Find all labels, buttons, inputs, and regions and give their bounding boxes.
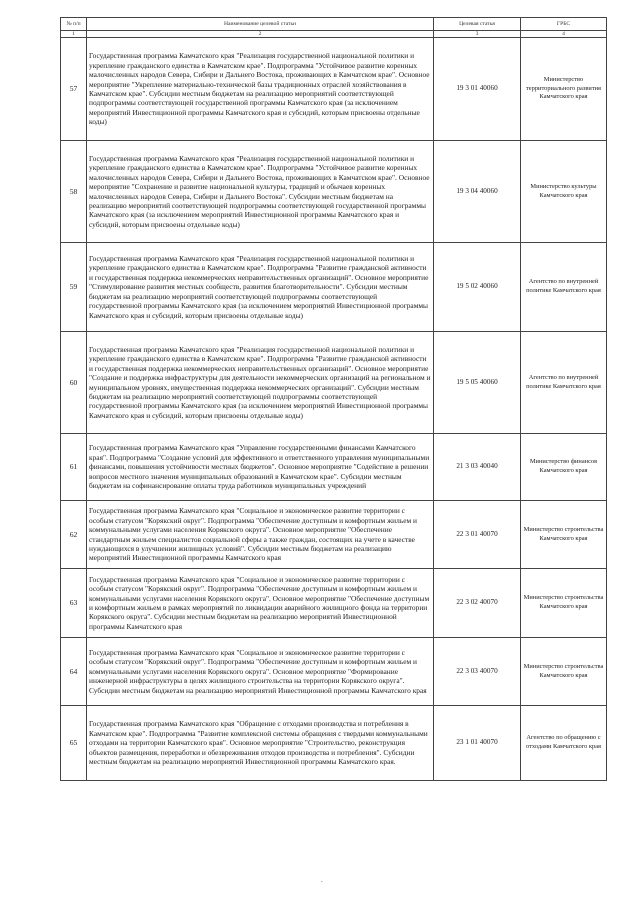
page-footer-mark: . [321,876,323,884]
row-grbs: Министерство строительства Камчатского края [521,501,607,569]
row-number: 63 [61,569,87,638]
table-row [61,501,607,569]
header-grbs: ГРБС [521,18,607,31]
row-article-name: Государственная программа Камчатского края "Реализация государственной национальной политики и укрепление гражданского единства в Камчатском крае". Подпрограмма "Устойчивое развитие коренных малочисленных народов Севера, Сибири и Дальнего Востока, проживающих в Камчатском крае". Основное мероприятие "Укрепление материально-технической базы традиционных отраслей хозяйствования в Камчатском крае". Субсидии местным бюджетам на реализацию мероприятий соответствующей подпрограммы соответствующей государственной программы Камчатского края (за исключением мероприятий Инвестиционной программы Камчатского края и субсидий, которым присвоены отдельные коды) [87,38,434,141]
row-grbs: Агентство по внутренней политике Камчатского края [521,243,607,332]
row-article-name: Государственная программа Камчатского края "Социальное и экономическое развитие территории с особым статусом "Корякский округ". Подпрограмма "Обеспечение доступным и комфортным жильем и коммунальными услугами населения Корякского округа". Основное мероприятие "Обеспечение стандартным жильем специалистов социальной сферы а также граждан, состоящих на учете в качестве нуждающихся в улучшении жилищных условий". Субсидии местным бюджетам на реализацию мероприятий Инвестиционной программы Камчатского края [87,501,434,569]
row-number: 64 [61,638,87,706]
row-article-code: 22 3 03 40070 [434,638,521,706]
row-grbs: Министерство финансов Камчатского края [521,434,607,501]
row-number: 65 [61,706,87,781]
row-grbs: Агентство по обращению с отходами Камчатского края [521,706,607,781]
table-header-row [61,18,607,31]
table-row [61,434,607,501]
row-article-name: Государственная программа Камчатского края "Социальное и экономическое развитие территории с особым статусом "Корякский округ". Подпрограмма "Обеспечение доступным и комфортным жильем и коммунальными услугами населения Корякского округа". Основное мероприятие "Формирование инженерной инфраструктуры в целях жилищного строительства на территории Корякского округа". Субсидии местным бюджетам на реализацию мероприятий Инвестиционной программы Камчатского края [87,638,434,706]
row-grbs: Министерство строительства Камчатского края [521,569,607,638]
table-row [61,569,607,638]
row-grbs: Агентство по внутренней политике Камчатского края [521,332,607,434]
row-number: 61 [61,434,87,501]
row-article-code: 19 5 02 40060 [434,243,521,332]
column-index: 1 [61,31,87,38]
target-article-table [60,17,607,781]
row-article-code: 22 3 02 40070 [434,569,521,638]
row-article-code: 23 1 01 40070 [434,706,521,781]
row-article-code: 19 5 05 40060 [434,332,521,434]
table-row [61,706,607,781]
row-number: 60 [61,332,87,434]
header-name: Наименование целевой статьи [87,18,434,31]
header-num: № п/п [61,18,87,31]
row-article-name: Государственная программа Камчатского края "Реализация государственной национальной политики и укрепление гражданского единства в Камчатском крае". Подпрограмма "Устойчивое развитие коренных малочисленных народов Севера, Сибири и Дальнего Востока, проживающих в Камчатском крае". Основное мероприятие "Сохранение и развитие национальной культуры, традиций и обычаев коренных малочисленных народов Севера, Сибири и Дальнего Востока". Субсидии местным бюджетам на реализацию мероприятий соответствующей подпрограммы соответствующей государственной программы Камчатского края (за исключением мероприятий Инвестиционной программы Камчатского края и субсидий, которым присвоены отдельные коды) [87,141,434,243]
row-article-name: Государственная программа Камчатского края "Обращение с отходами производства и потребления в Камчатском крае". Подпрограмма "Развитие комплексной системы обращения с твердыми коммунальными отходами на территории Камчатского края". Основное мероприятие "Строительство, реконструкция объектов размещения, переработки и обезвреживания отходов производства и потребления". Субсидии местным бюджетам на реализацию мероприятий Инвестиционной программы Камчатского края. [87,706,434,781]
row-number: 62 [61,501,87,569]
column-index-row [61,31,607,38]
row-article-code: 22 3 01 40070 [434,501,521,569]
table-row [61,243,607,332]
row-article-name: Государственная программа Камчатского края "Реализация государственной национальной политики и укрепление гражданского единства в Камчатском крае". Подпрограмма "Развитие гражданской активности и государственная поддержка некоммерческих неправительственных организаций". Основное мероприятие "Стимулирование развития местных сообществ, развития благотворительности". Субсидии местным бюджетам на реализацию мероприятий соответствующей подпрограммы соответствующей государственной программы Камчатского края (за исключением мероприятий Инвестиционной программы Камчатского края и субсидий, которым присвоены отдельные коды) [87,243,434,332]
column-index: 2 [87,31,434,38]
row-article-name: Государственная программа Камчатского края "Реализация государственной национальной политики и укрепление гражданского единства в Камчатском крае". Подпрограмма "Развитие гражданской активности и государственная поддержка некоммерческих неправительственных организаций". Основное мероприятие "Создание и поддержка инфраструктуры для деятельности некоммерческих организаций на региональном и муниципальном уровнях, имущественная поддержка некоммерческих организаций". Субсидии местным бюджетам на реализацию мероприятий соответствующей подпрограммы соответствующей государственной программы Камчатского края (за исключением мероприятий Инвестиционной программы Камчатского края и субсидий, которым присвоены отдельные коды) [87,332,434,434]
row-number: 58 [61,141,87,243]
row-article-name: Государственная программа Камчатского края "Управление государственными финансами Камчатского края". Подпрограмма "Создание условий для эффективного и ответственного управления муниципальными финансами, повышения устойчивости местных бюджетов". Основное мероприятие "Содействие в решении вопросов местного значения муниципальных образований в Камчатском крае". Субсидии местным бюджетам на софинансирование оплаты труда работников муниципальных учреждений [87,434,434,501]
header-code: Целевая статья [434,18,521,31]
row-grbs: Министерство строительства Камчатского края [521,638,607,706]
table-row [61,38,607,141]
column-index: 4 [521,31,607,38]
row-article-code: 19 3 04 40060 [434,141,521,243]
row-article-name: Государственная программа Камчатского края "Социальное и экономическое развитие территории с особым статусом "Корякский округ". Подпрограмма "Обеспечение доступным и комфортным жильем и коммунальными услугами населения Корякского округа". Основное мероприятие "Обеспечение доступным и комфортным жильем в рамках мероприятий по ликвидации аварийного жилищного фонда на территории Корякского округа". Субсидии местным бюджетам на реализацию мероприятий Инвестиционной программы Камчатского края [87,569,434,638]
column-index: 3 [434,31,521,38]
table-row [61,141,607,243]
table-row [61,332,607,434]
table-row [61,638,607,706]
row-grbs: Министерство территориального развития Камчатского края [521,38,607,141]
row-number: 59 [61,243,87,332]
row-number: 57 [61,38,87,141]
row-grbs: Министерство культуры Камчатского края [521,141,607,243]
row-article-code: 21 3 03 40040 [434,434,521,501]
row-article-code: 19 3 01 40060 [434,38,521,141]
